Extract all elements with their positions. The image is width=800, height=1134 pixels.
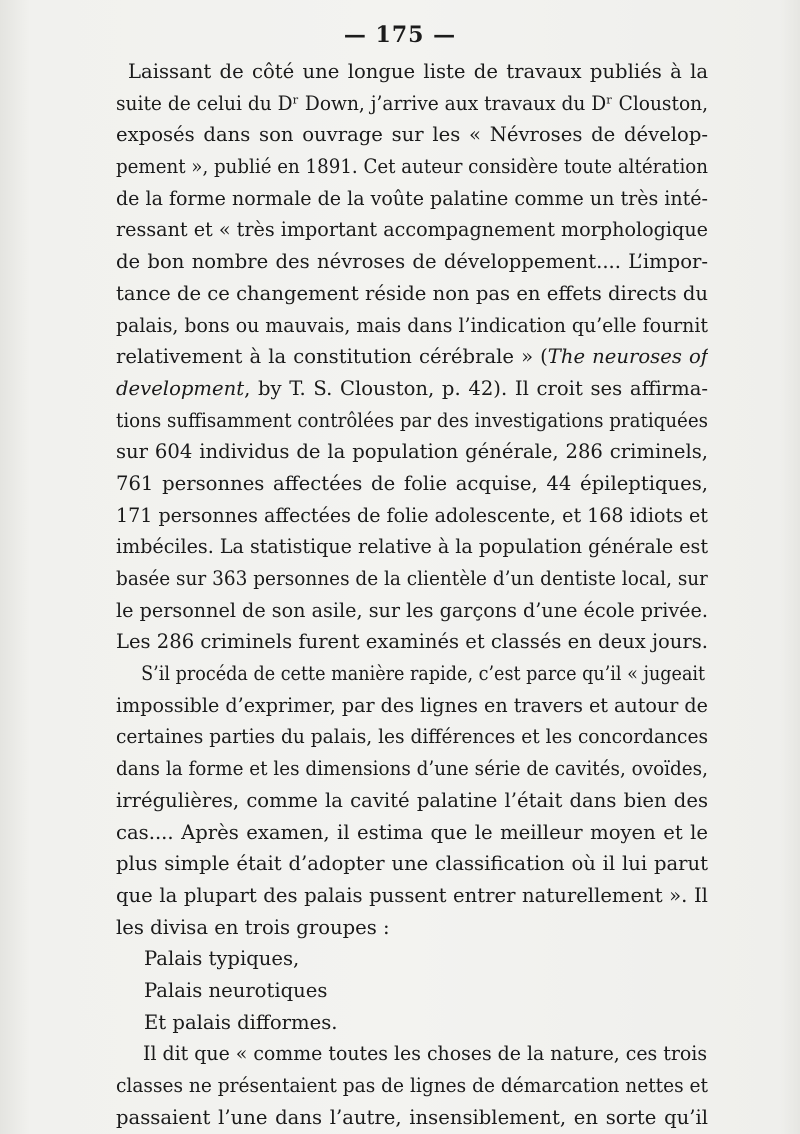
text-line	[116, 373, 708, 405]
text-line: suite de celui du Dʳ Down, j’arrive aux travaux du Dʳ Clouston,	[116, 91, 709, 115]
body-text	[116, 56, 708, 1133]
page-number: — 175 —	[343, 22, 457, 48]
italic-text: The neuroses of	[547, 345, 708, 369]
text-line: tions suffisamment contrôlées par des investigations pratiquées	[116, 408, 708, 432]
text-line: pement », publié en 1891. Cet auteur considère toute altération	[116, 155, 708, 179]
text-line: passaient l’une dans l’autre, insensiblement, en sorte qu’il	[116, 1105, 708, 1129]
text-line: classes ne présentaient pas de lignes de démarcation nettes et	[116, 1074, 709, 1097]
text-line: Palais neurotiques	[144, 978, 328, 1002]
text-line: Laissant de côté une longue liste de travaux publiés à la	[128, 60, 708, 83]
text-line: sur 604 individus de la population générale, 286 criminels,	[116, 440, 708, 464]
text-segment: relativement à la constitution cérébrale » (	[116, 345, 548, 369]
text-line: 171 personnes affectées de folie adolescente, et 168 idiots et	[116, 503, 708, 527]
text-line: que la plupart des palais pussent entrer naturellement ». Il	[116, 883, 708, 907]
text-line: imbéciles. La statistique relative à la population générale est	[116, 535, 708, 559]
text-line: S’il procéda de cette manière rapide, c’est parce qu’il « jugeait	[141, 662, 706, 686]
text-line: palais, bons ou mauvais, mais dans l’indication qu’elle fournit	[116, 313, 708, 337]
text-line: Palais typiques,	[144, 947, 300, 971]
text-line: ressant et « très important accompagnement morphologique	[116, 218, 708, 242]
text-line: impossible d’exprimer, par des lignes en travers et autour de	[116, 693, 708, 717]
text-line: 761 personnes affectées de folie acquise, 44 épileptiques,	[116, 471, 708, 495]
text-line: Les 286 criminels furent examinés et classés en deux jours.	[116, 630, 709, 654]
text-line: de la forme normale de la voûte palatine comme un très inté-	[116, 186, 708, 210]
text-line: Il dit que « comme toutes les choses de la nature, ces trois	[143, 1042, 708, 1066]
text-line: basée sur 363 personnes de la clientèle d’un dentiste local, sur	[116, 567, 709, 590]
text-line: le personnel de son asile, sur les garçons d’une école privée.	[116, 598, 708, 622]
text-line: dans la forme et les dimensions d’une série de cavités, ovoïdes,	[116, 757, 708, 781]
text-line: certaines parties du palais, les différences et les concordances	[116, 725, 709, 749]
text-line: irrégulières, comme la cavité palatine l’était dans bien des	[116, 788, 708, 812]
text-line: tance de ce changement réside non pas en effets directs du	[116, 281, 709, 305]
text-line: cas.... Après examen, il estima que le meilleur moyen et le	[116, 820, 708, 844]
italic-text: development	[116, 376, 245, 400]
text-segment: , by T. S. Clouston, p. 42). Il croit ses affirma-	[244, 376, 708, 400]
text-line: les divisa en trois groupes :	[116, 915, 390, 939]
text-line	[116, 341, 708, 373]
text-line: exposés dans son ouvrage sur les « Névroses de dévelop-	[116, 123, 708, 147]
text-line: Et palais difformes.	[144, 1010, 338, 1034]
text-line: plus simple était d’adopter une classification où il lui parut	[116, 852, 708, 876]
text-line: de bon nombre des névroses de développement.... L’impor-	[116, 250, 708, 274]
